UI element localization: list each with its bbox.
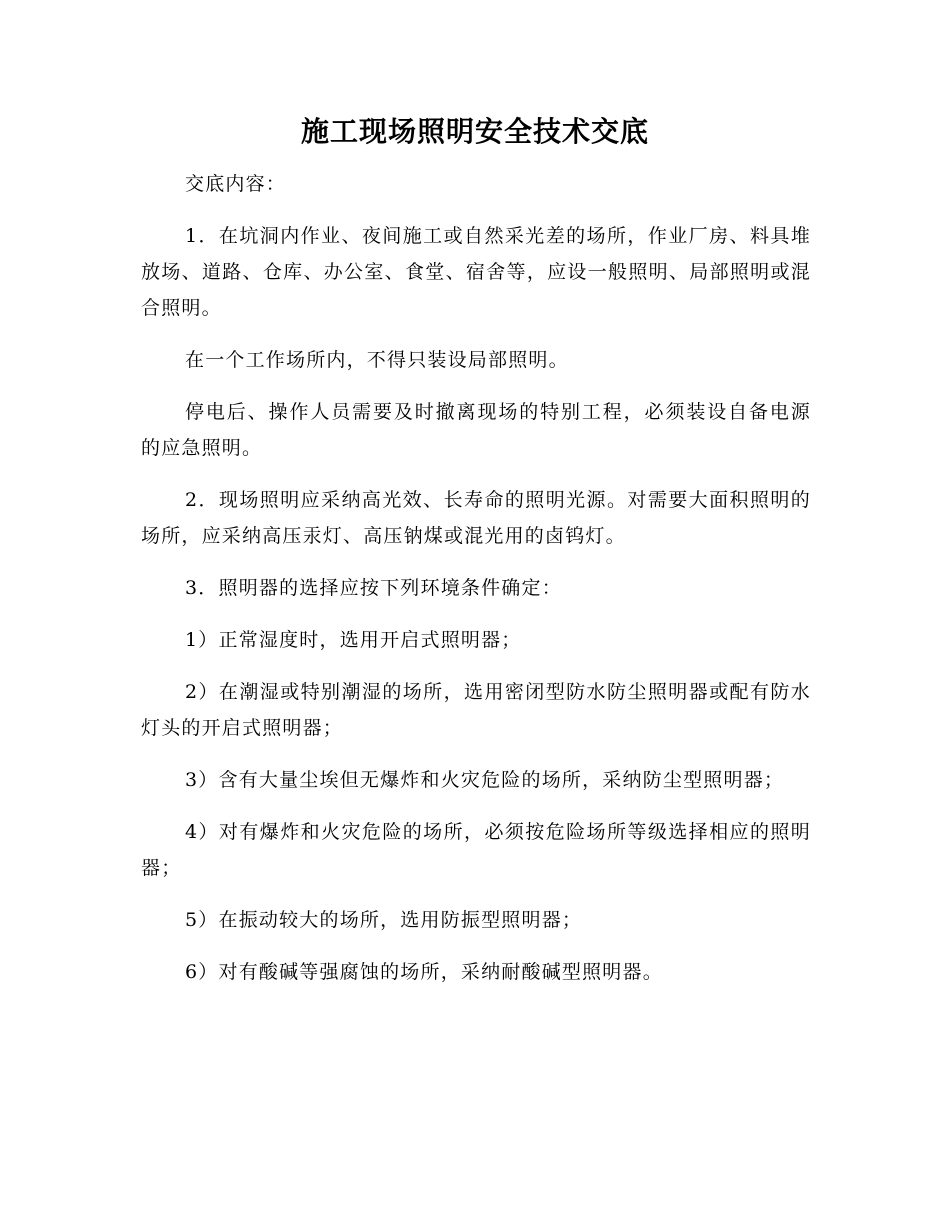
document-title: 施工现场照明安全技术交底	[300, 115, 649, 148]
paragraph-emergency-lighting: 停电后、操作人员需要及时撤离现场的特别工程，必须装设自备电源的应急照明。	[141, 401, 811, 459]
paragraph-sub-6: 6）对有酸碱等强腐蚀的场所，采纳耐酸碱型照明器。	[185, 961, 663, 983]
paragraph-sub-2: 2）在潮湿或特别潮湿的场所，选用密闭型防水防尘照明器或配有防水灯头的开启式照明器；	[141, 681, 811, 739]
paragraph-item-3: 3．照明器的选择应按下列环境条件确定：	[185, 577, 562, 599]
paragraph-item-1: 1．在坑洞内作业、夜间施工或自然采光差的场所，作业厂房、料具堆放场、道路、仓库、办公室、食堂、宿舍等，应设一般照明、局部照明或混合照明。	[141, 225, 811, 319]
document-body	[141, 166, 811, 1006]
paragraph-sub-4: 4）对有爆炸和火灾危险的场所，必须按危险场所等级选择相应的照明器；	[141, 821, 811, 879]
paragraph-local-lighting: 在一个工作场所内，不得只装设局部照明。	[185, 349, 569, 371]
paragraph-sub-5: 5）在振动较大的场所，选用防振型照明器；	[185, 909, 583, 931]
paragraph-sub-3: 3）含有大量尘埃但无爆炸和火灾危险的场所，采纳防尘型照明器；	[185, 769, 785, 791]
paragraph-item-2: 2．现场照明应采纳高光效、长寿命的照明光源。对需要大面积照明的场所，应采纳高压汞灯、高压钠煤或混光用的卤钨灯。	[141, 489, 811, 547]
paragraph-intro: 交底内容：	[185, 173, 287, 195]
paragraph-sub-1: 1）正常湿度时，选用开启式照明器；	[185, 629, 522, 651]
